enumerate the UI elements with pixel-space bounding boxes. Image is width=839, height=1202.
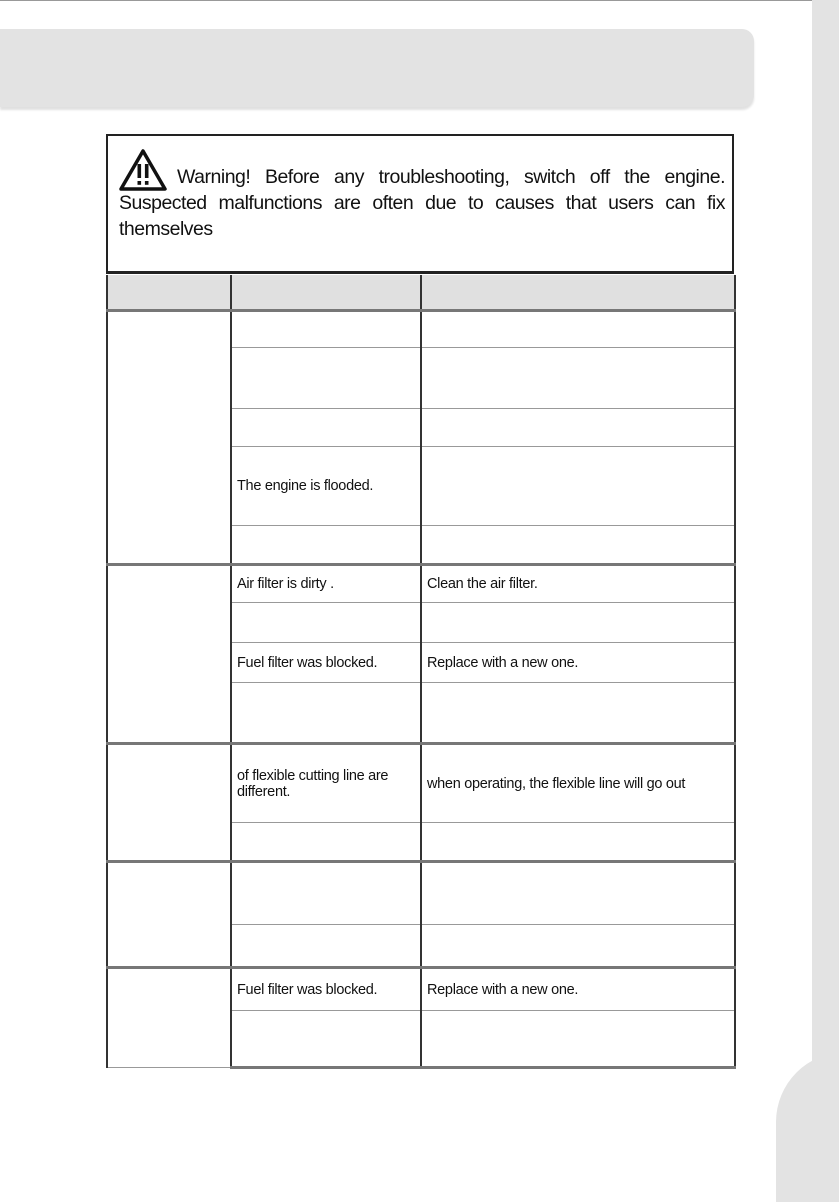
side-tab: [812, 0, 839, 1191]
remedy-cell: when operating, the flexible line will go out: [421, 744, 735, 823]
remedy-cell: Replace with a new one.: [421, 968, 735, 1011]
cause-cell: [231, 683, 421, 744]
symptom-cell: [107, 311, 231, 565]
cause-cell: [231, 311, 421, 348]
cause-cell: [231, 823, 421, 862]
remedy-cell: [421, 447, 735, 526]
cause-cell: Air filter is dirty .: [231, 565, 421, 603]
remedy-cell: Replace with a new one.: [421, 643, 735, 683]
top-rule: [0, 0, 812, 2]
table-row: [107, 311, 735, 348]
cause-cell: [231, 409, 421, 447]
remedy-cell: Clean the air filter.: [421, 565, 735, 603]
cause-cell: [231, 862, 421, 925]
symptom-cell: [107, 968, 231, 1068]
cause-cell: [231, 603, 421, 643]
remedy-cell: [421, 311, 735, 348]
troubleshooting-table: [106, 275, 736, 1069]
remedy-cell: [421, 683, 735, 744]
cause-cell: [231, 526, 421, 565]
table-row: [107, 968, 735, 1011]
remedy-cell: [421, 823, 735, 862]
page-corner-tab: [776, 1052, 839, 1202]
header-symptom: [107, 275, 231, 311]
cause-cell: [231, 348, 421, 409]
remedy-cell: [421, 925, 735, 968]
cause-cell: of flexible cutting line are different.: [231, 744, 421, 823]
symptom-cell: [107, 565, 231, 744]
remedy-cell: [421, 409, 735, 447]
remedy-cell: [421, 1011, 735, 1068]
header-band: [0, 29, 754, 107]
symptom-cell: [107, 744, 231, 862]
symptom-cell: [107, 862, 231, 968]
header-cause: [231, 275, 421, 311]
remedy-cell: [421, 348, 735, 409]
table-row: [107, 565, 735, 603]
remedy-cell: [421, 862, 735, 925]
remedy-cell: [421, 526, 735, 565]
cause-cell: [231, 1011, 421, 1068]
cause-cell: Fuel filter was blocked.: [231, 643, 421, 683]
cause-cell: [231, 925, 421, 968]
table-header-row: [107, 275, 735, 311]
header-remedy: [421, 275, 735, 311]
table-row: [107, 862, 735, 925]
remedy-cell: [421, 603, 735, 643]
cause-cell: The engine is flooded.: [231, 447, 421, 526]
cause-cell: Fuel filter was blocked.: [231, 968, 421, 1011]
table-row: [107, 744, 735, 823]
warning-box: [106, 134, 734, 274]
warning-text: Warning! Before any troubleshooting, switch off the engine. Suspected malfunctions are often due to causes that users can fix themselves: [119, 166, 725, 240]
